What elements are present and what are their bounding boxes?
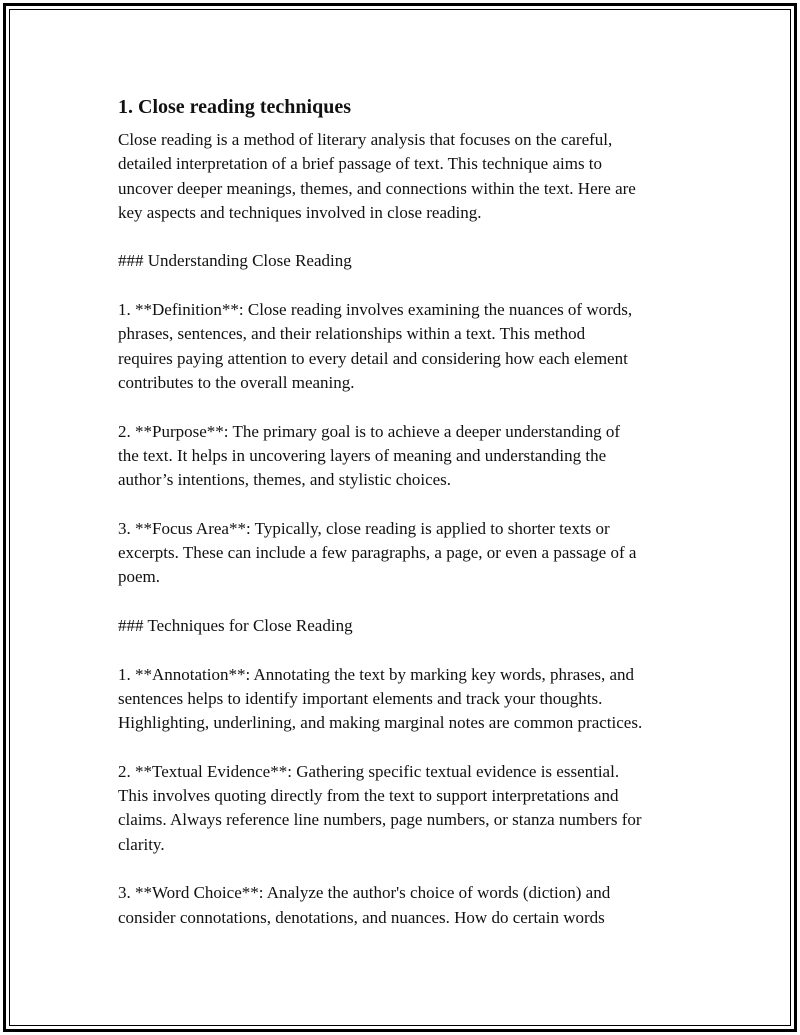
paragraph-line: 2. **Purpose**: The primary goal is to achieve a deeper understanding of [118, 421, 620, 441]
paragraph-line: requires paying attention to every detail and considering how each element [118, 348, 628, 368]
paragraph [118, 881, 698, 930]
paragraph-line: Close reading is a method of literary analysis that focuses on the careful, [118, 130, 613, 149]
paragraph-line: This involves quoting directly from the text to support interpretations and [118, 786, 619, 806]
document-title: 1. Close reading techniques [118, 96, 351, 118]
paragraph [118, 128, 698, 225]
paragraph-line: 1. **Definition**: Close reading involves examining the nuances of words, [118, 300, 633, 320]
paragraph-line: 1. **Annotation**: Annotating the text by marking key words, phrases, and [118, 664, 635, 684]
paragraph-line: ### Techniques for Close Reading [118, 615, 353, 635]
paragraph [118, 760, 698, 857]
paragraph-line: clarity. [118, 834, 165, 854]
paragraph [118, 614, 698, 638]
paragraph-line: Highlighting, underlining, and making marginal notes are common practices. [118, 713, 643, 733]
document-body [118, 94, 698, 930]
paragraph [118, 249, 698, 273]
paragraph-line: 3. **Focus Area**: Typically, close reading is applied to shorter texts or [118, 518, 610, 538]
paragraph-line: ### Understanding Close Reading [118, 251, 352, 271]
paragraph-line: contributes to the overall meaning. [118, 372, 355, 392]
paragraph [118, 420, 698, 493]
paragraph-line: 3. **Word Choice**: Analyze the author's choice of words (diction) and [118, 883, 611, 903]
paragraph-line: uncover deeper meanings, themes, and connections within the text. Here are [118, 178, 636, 198]
paragraph [118, 517, 698, 590]
paragraph-line: sentences helps to identify important elements and track your thoughts. [118, 688, 603, 708]
paragraph-line: consider connotations, denotations, and nuances. How do certain words [118, 907, 605, 927]
paragraph-line: phrases, sentences, and their relationships within a text. This method [118, 324, 586, 344]
paragraph-line: excerpts. These can include a few paragraphs, a page, or even a passage of a [118, 543, 637, 563]
paragraph-line: detailed interpretation of a brief passage of text. This technique aims to [118, 154, 603, 174]
paragraph-line: the text. It helps in uncovering layers of meaning and understanding the [118, 445, 607, 465]
paragraph-line: claims. Always reference line numbers, page numbers, or stanza numbers for [118, 810, 642, 830]
paragraph [118, 298, 698, 395]
paragraph-line: poem. [118, 567, 161, 587]
paragraph [118, 663, 698, 736]
paragraph-line: key aspects and techniques involved in close reading. [118, 202, 482, 222]
paragraph-line: 2. **Textual Evidence**: Gathering specific textual evidence is essential. [118, 761, 620, 781]
paragraph-list [118, 128, 698, 930]
paragraph-line: author’s intentions, themes, and stylistic choices. [118, 470, 452, 490]
